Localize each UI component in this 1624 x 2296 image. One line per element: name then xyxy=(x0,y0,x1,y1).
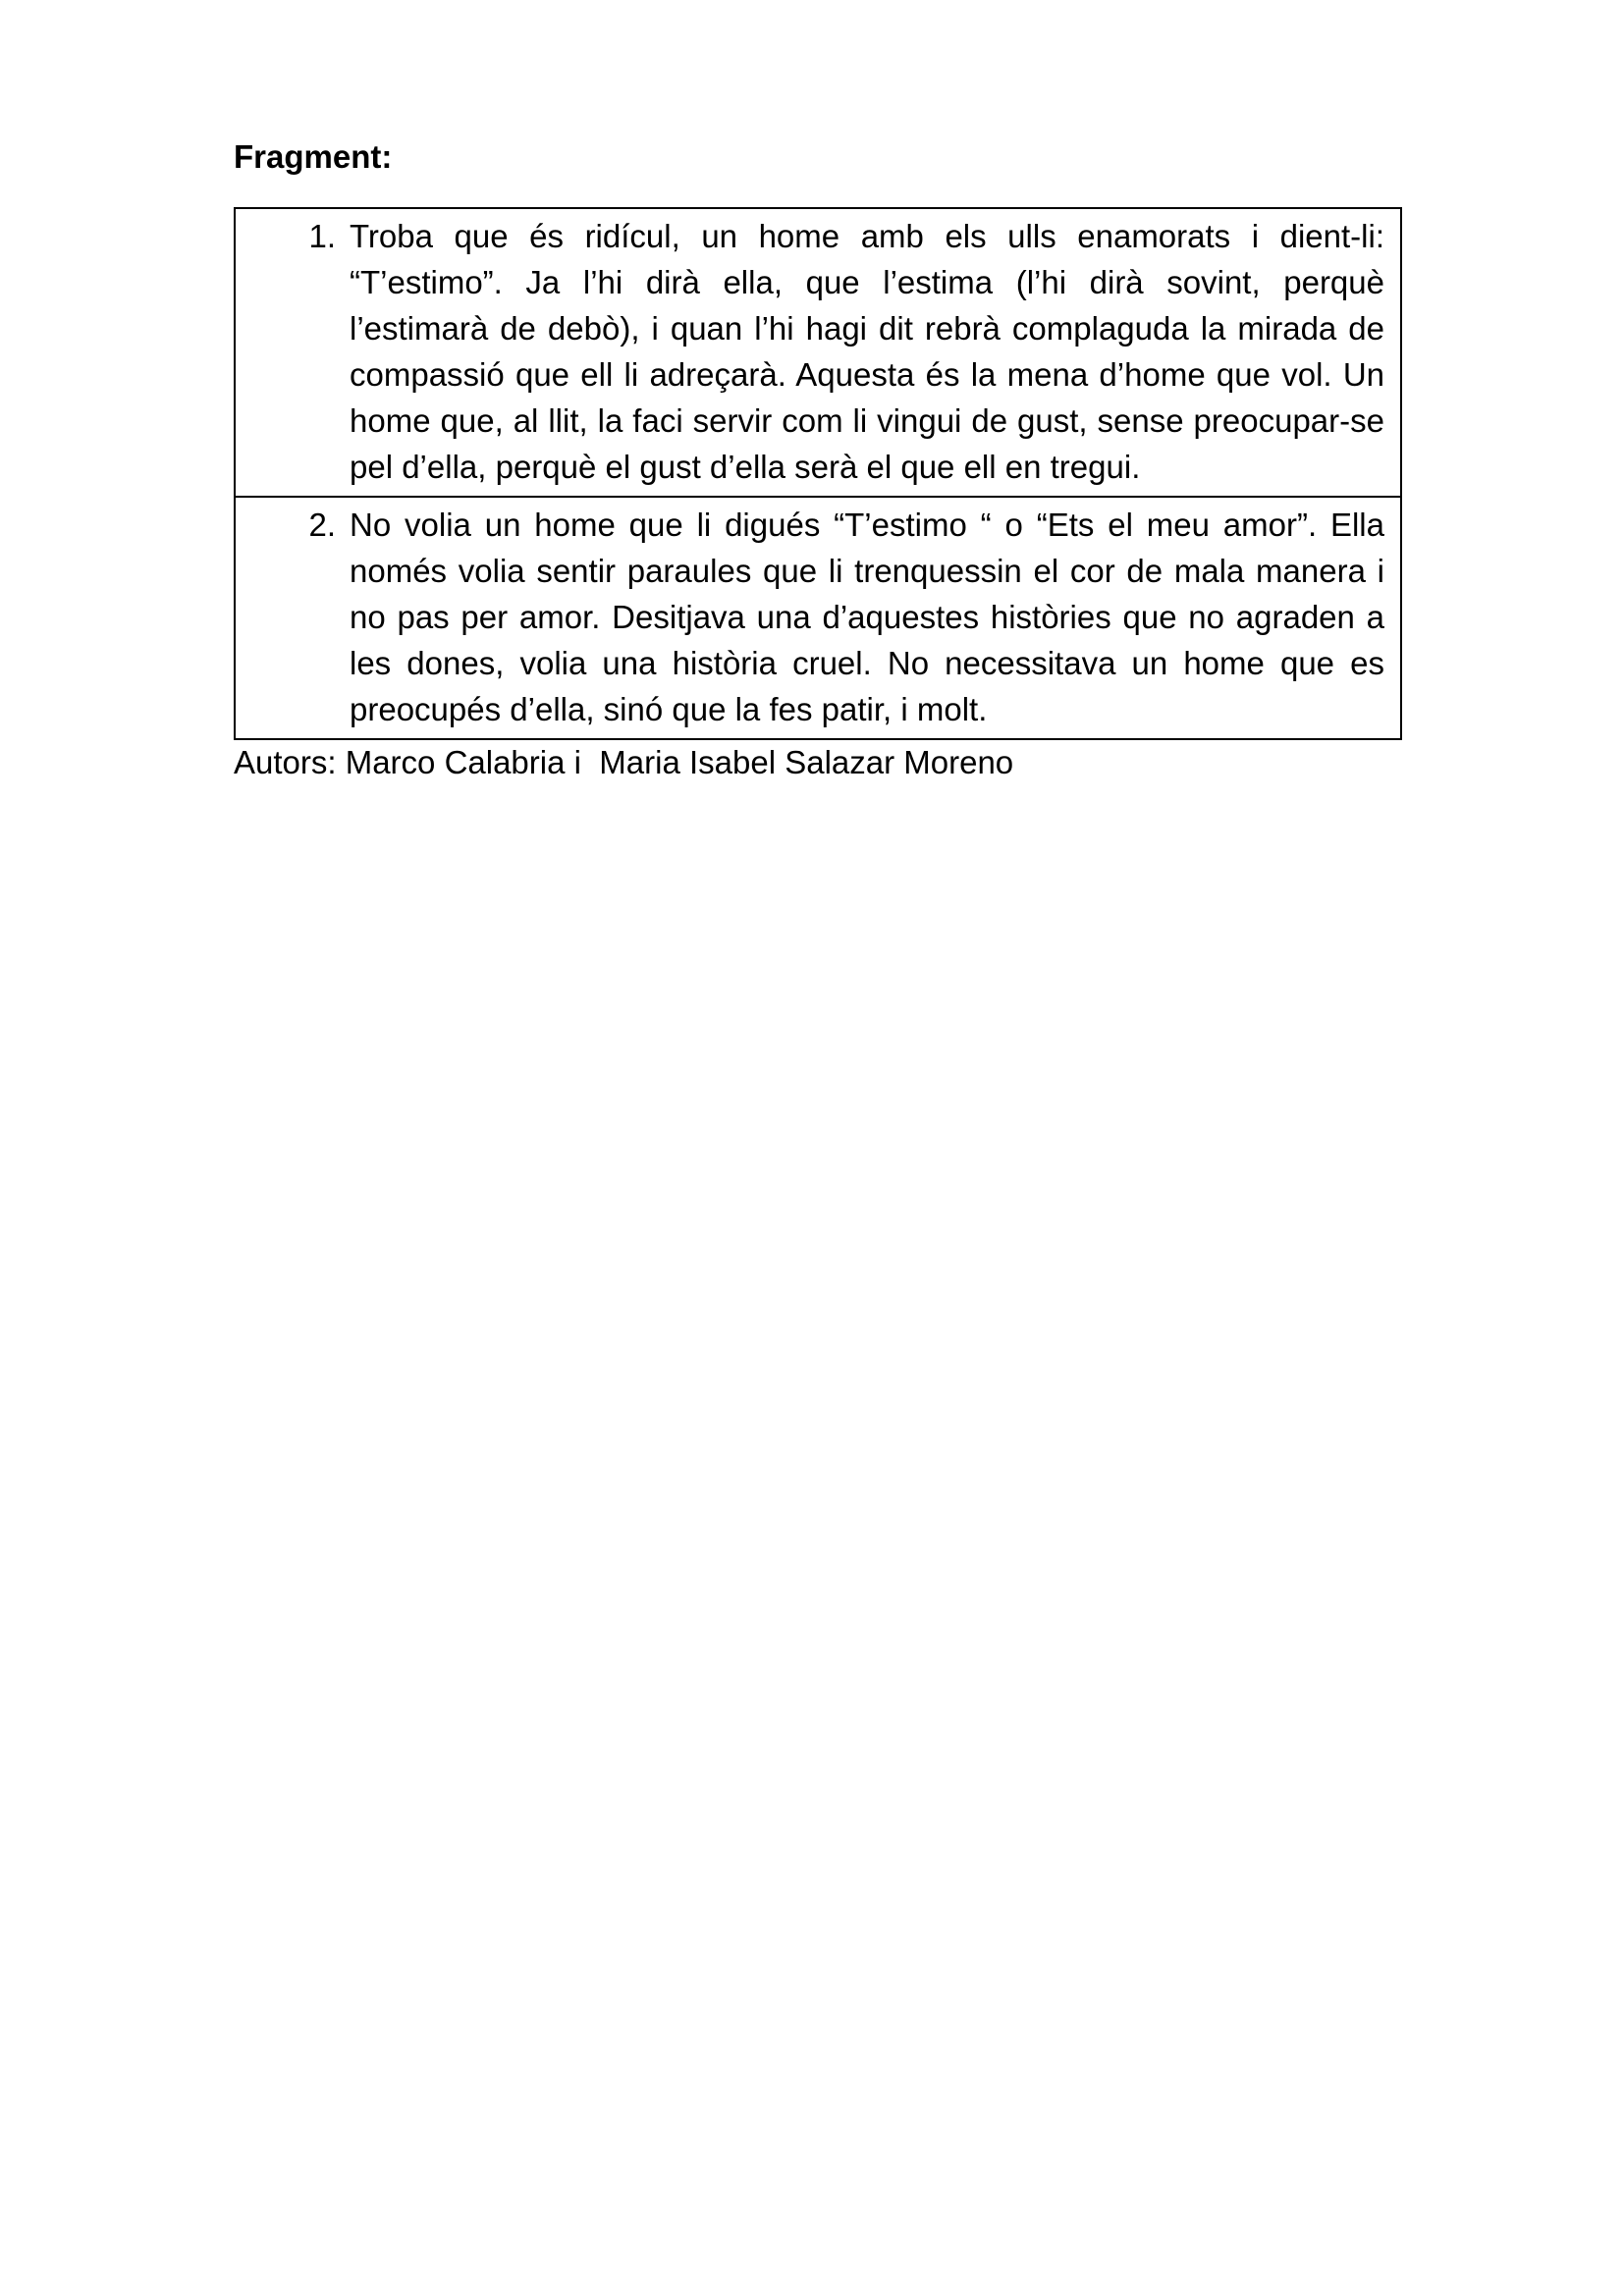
fragment-number: 2. xyxy=(308,507,336,543)
fragment-cell-2 xyxy=(235,497,1401,739)
fragment-table xyxy=(234,207,1402,740)
fragment-number: 1. xyxy=(308,218,336,254)
table-row xyxy=(235,208,1401,497)
fragment-heading: Fragment: xyxy=(234,138,393,175)
list-item xyxy=(236,213,1384,490)
fragment-cell-1 xyxy=(235,208,1401,497)
table-row xyxy=(235,497,1401,739)
authors-line: Autors: Marco Calabria i Maria Isabel Salazar Moreno xyxy=(234,744,1014,780)
fragment-text: Troba que és ridícul, un home amb els ulls enamorats i dient-li: “T’estimo”. Ja l’hi dirà ella, que l’estima (l’hi dirà sovint, perquè l’estimarà de debò), i quan l’hi hagi dit rebrà complaguda la mirada de compassió que ell li adreçarà. Aquesta és la mena d’home que vol. Un home que, al llit, la faci servir com li vingui de gust, sense preocupar-se pel d’ella, perquè el gust d’ella serà el que ell en tregui. xyxy=(350,218,1384,485)
fragment-text: No volia un home que li digués “T’estimo “ o “Ets el meu amor”. Ella només volia sentir paraules que li trenquessin el cor de mala manera i no pas per amor. Desitjava una d’aquestes històries que no agraden a les dones, volia una història cruel. No necessitava un home que es preocupés d’ella, sinó que la fes patir, i molt. xyxy=(350,507,1384,727)
list-item xyxy=(236,502,1384,732)
